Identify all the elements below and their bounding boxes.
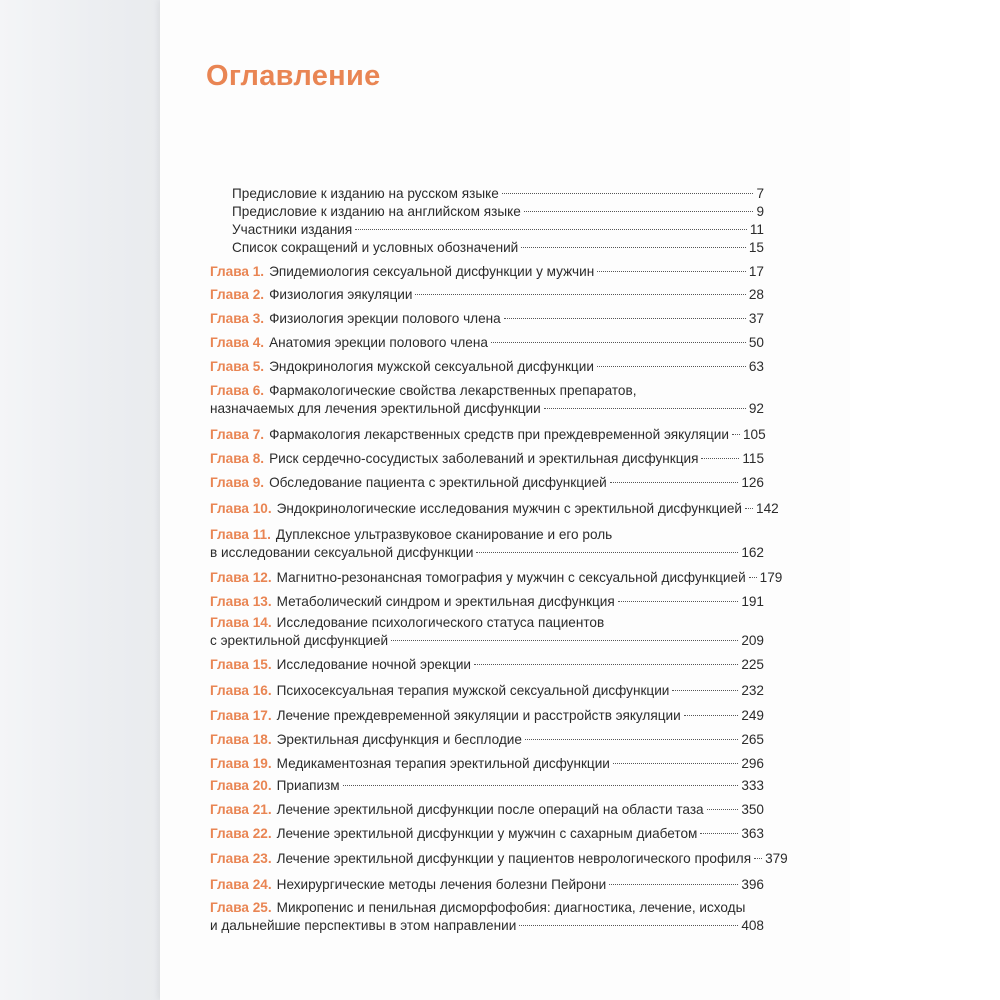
dot-leader — [684, 715, 739, 716]
dot-leader — [491, 342, 746, 343]
toc-entry-chapter-17[interactable] — [210, 707, 764, 725]
toc-entry-chapter-6[interactable] — [210, 382, 764, 418]
entry-title: Фармакология лекарственных средств при преждевременной эякуляции — [269, 427, 729, 442]
entry-title: Исследование ночной эрекции — [276, 657, 472, 672]
toc-entry-front-4[interactable] — [232, 239, 764, 257]
dot-leader — [613, 763, 738, 764]
entry-title: Приапизм — [276, 778, 340, 793]
toc-entry-chapter-14[interactable] — [210, 614, 764, 650]
chapter-label: Глава 8. — [210, 451, 265, 466]
dot-leader — [544, 408, 746, 409]
toc-entry-chapter-24[interactable] — [210, 876, 764, 894]
entry-title: Эндокринология мужской сексуальной дисфункции — [269, 359, 594, 374]
entry-page: 265 — [741, 732, 764, 747]
chapter-label: Глава 3. — [210, 311, 265, 326]
dot-leader — [343, 785, 739, 786]
toc-entry-chapter-25[interactable] — [210, 899, 764, 935]
toc-entry-chapter-3[interactable] — [210, 310, 764, 328]
chapter-label: Глава 23. — [210, 851, 272, 866]
chapter-label: Глава 5. — [210, 359, 265, 374]
toc-entry-chapter-21[interactable] — [210, 801, 764, 819]
chapter-label: Глава 19. — [210, 756, 272, 771]
dot-leader — [355, 229, 747, 230]
chapter-label: Глава 13. — [210, 594, 272, 609]
chapter-label: Глава 4. — [210, 335, 265, 350]
chapter-label: Глава 21. — [210, 802, 272, 817]
chapter-label: Глава 14. — [210, 615, 272, 630]
toc-entry-chapter-11[interactable] — [210, 526, 764, 562]
toc-entry-chapter-15[interactable] — [210, 656, 764, 674]
toc-entry-chapter-13[interactable] — [210, 593, 764, 611]
entry-page: 142 — [756, 501, 779, 516]
toc-entry-chapter-9[interactable] — [210, 474, 764, 492]
entry-title-continued: с эректильной дисфункцией — [210, 633, 389, 648]
dot-leader — [525, 739, 738, 740]
entry-title: Лечение эректильной дисфункции у пациентов неврологического профиля — [276, 851, 752, 866]
dot-leader — [610, 482, 739, 483]
entry-title: Эректильная дисфункция и бесплодие — [276, 732, 522, 747]
entry-page: 162 — [741, 545, 764, 560]
entry-title: Эпидемиология сексуальной дисфункции у мужчин — [269, 264, 595, 279]
entry-page: 126 — [741, 475, 764, 490]
entry-title: Лечение эректильной дисфункции у мужчин с сахарным диабетом — [276, 826, 698, 841]
toc-entry-chapter-5[interactable] — [210, 358, 764, 376]
dot-leader — [597, 271, 746, 272]
toc-entry-front-1[interactable] — [232, 185, 764, 203]
dot-leader — [749, 577, 757, 578]
entry-page: 296 — [741, 756, 764, 771]
entry-page: 15 — [748, 240, 764, 255]
entry-title: Нехирургические методы лечения болезни Пейрони — [276, 877, 607, 892]
entry-title: Лечение эректильной дисфункции после операций на области таза — [276, 802, 704, 817]
dot-leader — [700, 833, 738, 834]
entry-title: Магнитно-резонансная томография у мужчин с сексуальной дисфункцией — [276, 570, 746, 585]
entry-title: Физиология эрекции полового члена — [269, 311, 501, 326]
entry-title: Дуплексное ультразвуковое сканирование и его роль — [275, 527, 613, 542]
chapter-label: Глава 12. — [210, 570, 272, 585]
toc-entry-front-3[interactable] — [232, 221, 764, 239]
dot-leader — [597, 366, 746, 367]
entry-page: 408 — [741, 918, 764, 933]
entry-page: 63 — [748, 359, 764, 374]
dot-leader — [754, 858, 762, 859]
entry-page: 232 — [741, 683, 764, 698]
page-title: Оглавление — [206, 60, 381, 92]
dot-leader — [745, 508, 753, 509]
entry-page: 17 — [748, 264, 764, 279]
dot-leader — [701, 458, 739, 459]
chapter-label: Глава 24. — [210, 877, 272, 892]
chapter-label: Глава 1. — [210, 264, 265, 279]
entry-title: Риск сердечно-сосудистых заболеваний и эректильная дисфункция — [269, 451, 699, 466]
entry-page: 350 — [741, 802, 764, 817]
chapter-label: Глава 7. — [210, 427, 265, 442]
dot-leader — [672, 690, 738, 691]
dot-leader — [618, 601, 739, 602]
toc-entry-chapter-10[interactable] — [210, 500, 779, 518]
entry-page: 191 — [741, 594, 764, 609]
chapter-label: Глава 16. — [210, 683, 272, 698]
toc-entry-chapter-22[interactable] — [210, 825, 764, 843]
dot-leader — [476, 552, 738, 553]
dot-leader — [521, 247, 746, 248]
entry-title: Лечение преждевременной эякуляции и расстройств эякуляции — [276, 708, 681, 723]
dot-leader — [502, 193, 754, 194]
entry-page: 7 — [756, 186, 764, 201]
chapter-label: Глава 9. — [210, 475, 265, 490]
dot-leader — [524, 211, 754, 212]
entry-title: Фармакологические свойства лекарственных препаратов, — [269, 383, 637, 398]
toc-entry-chapter-16[interactable] — [210, 682, 764, 700]
chapter-label: Глава 22. — [210, 826, 272, 841]
entry-title-continued: и дальнейшие перспективы в этом направлении — [210, 918, 517, 933]
entry-page: 379 — [765, 851, 788, 866]
entry-page: 28 — [748, 287, 764, 302]
toc-entry-chapter-4[interactable] — [210, 334, 764, 352]
entry-title: Анатомия эрекции полового члена — [269, 335, 488, 350]
chapter-label: Глава 2. — [210, 287, 265, 302]
entry-title: Список сокращений и условных обозначений — [232, 240, 519, 255]
toc-entry-front-2[interactable] — [232, 203, 764, 221]
entry-page: 225 — [741, 657, 764, 672]
toc-entry-chapter-19[interactable] — [210, 755, 764, 773]
entry-page: 11 — [749, 222, 764, 237]
toc-entry-chapter-8[interactable] — [210, 450, 764, 468]
chapter-label: Глава 25. — [210, 900, 272, 915]
dot-leader — [519, 925, 738, 926]
entry-title: Исследование психологического статуса пациентов — [276, 615, 605, 630]
entry-page: 179 — [759, 570, 783, 585]
entry-title: Медикаментозная терапия эректильной дисфункции — [276, 756, 610, 771]
entry-title: Метаболический синдром и эректильная дисфункция — [276, 594, 615, 609]
toc-entry-chapter-20[interactable] — [210, 777, 764, 795]
toc-entry-chapter-23[interactable] — [210, 850, 788, 868]
dot-leader — [504, 318, 746, 319]
entry-page: 115 — [742, 451, 764, 466]
entry-page: 209 — [741, 633, 764, 648]
toc-entry-chapter-2[interactable] — [210, 286, 764, 304]
entry-page: 396 — [741, 877, 764, 892]
dot-leader — [474, 664, 738, 665]
entry-title: Психосексуальная терапия мужской сексуальной дисфункции — [276, 683, 670, 698]
dot-leader — [732, 434, 740, 435]
dot-leader — [391, 640, 738, 641]
entry-title: Предисловие к изданию на русском языке — [232, 186, 499, 201]
entry-title: Обследование пациента с эректильной дисфункцией — [269, 475, 607, 490]
toc-entry-chapter-12[interactable] — [210, 569, 783, 587]
entry-title: Предисловие к изданию на английском языке — [232, 204, 521, 219]
entry-page: 363 — [741, 826, 764, 841]
entry-page: 37 — [748, 311, 764, 326]
chapter-label: Глава 11. — [210, 527, 271, 542]
entry-title: Физиология эякуляции — [269, 287, 413, 302]
chapter-label: Глава 10. — [210, 501, 272, 516]
entry-title: Микропенис и пенильная дисморфофобия: диагностика, лечение, исходы — [276, 900, 746, 915]
entry-page: 249 — [741, 708, 764, 723]
toc-entry-chapter-1[interactable] — [210, 263, 764, 281]
chapter-label: Глава 15. — [210, 657, 272, 672]
chapter-label: Глава 18. — [210, 732, 272, 747]
dot-leader — [415, 294, 745, 295]
entry-title: Участники издания — [232, 222, 353, 237]
entry-page: 50 — [748, 335, 764, 350]
entry-page: 9 — [756, 204, 764, 219]
entry-title-continued: в исследовании сексуальной дисфункции — [210, 545, 474, 560]
toc-entry-chapter-7[interactable] — [210, 426, 764, 444]
entry-title-continued: назначаемых для лечения эректильной дисфункции — [210, 401, 541, 416]
dot-leader — [609, 884, 738, 885]
chapter-label: Глава 6. — [210, 383, 265, 398]
toc-entry-chapter-18[interactable] — [210, 731, 764, 749]
entry-page: 333 — [741, 778, 764, 793]
entry-title: Эндокринологические исследования мужчин с эректильной дисфункцией — [276, 501, 743, 516]
chapter-label: Глава 17. — [210, 708, 272, 723]
dot-leader — [707, 809, 739, 810]
chapter-label: Глава 20. — [210, 778, 272, 793]
entry-page: 92 — [748, 401, 764, 416]
entry-page: 105 — [742, 427, 766, 442]
